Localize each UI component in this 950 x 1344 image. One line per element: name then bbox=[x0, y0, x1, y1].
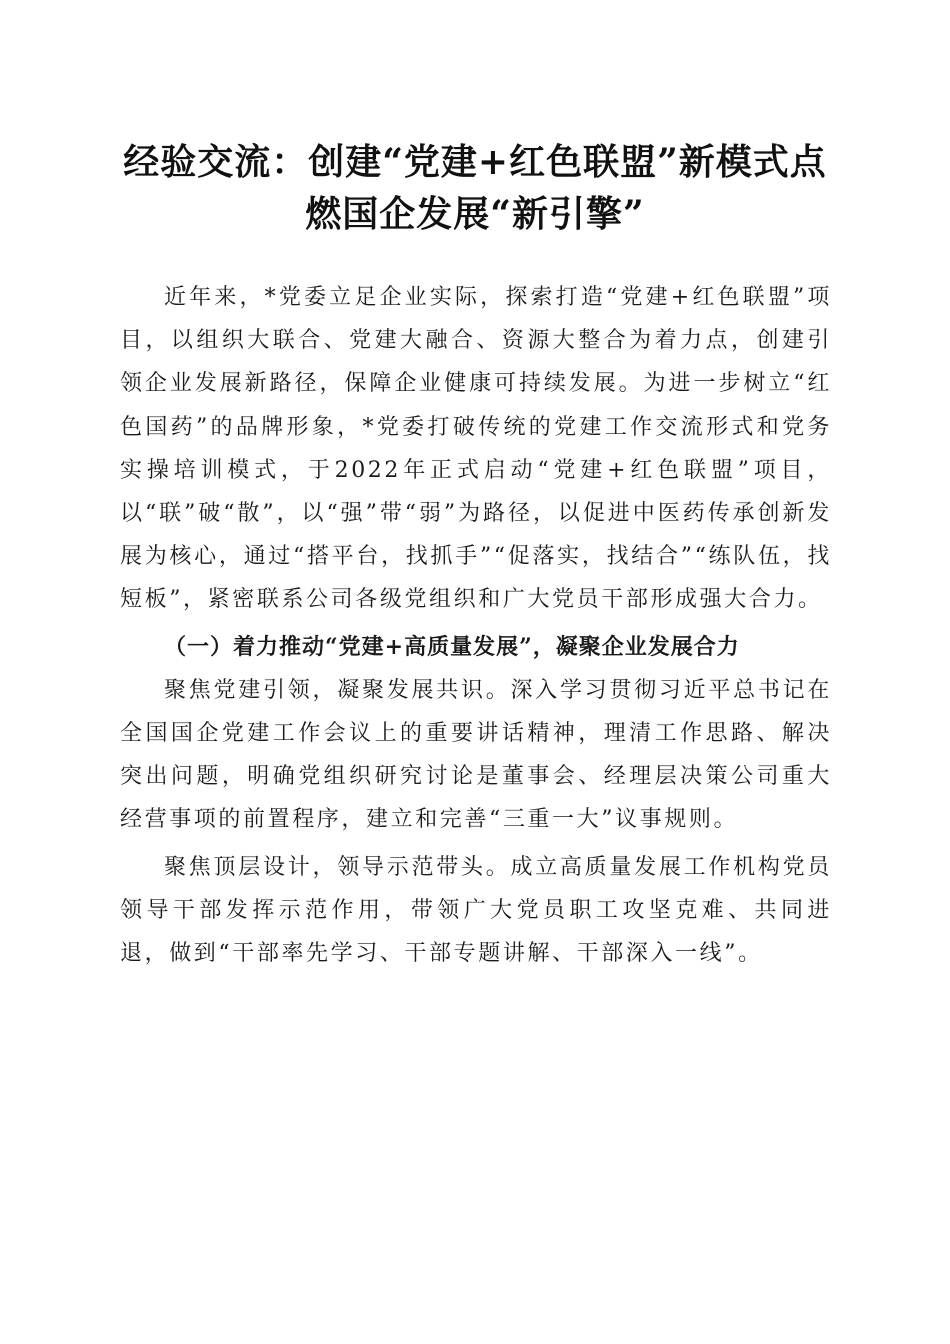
document-title bbox=[120, 136, 830, 240]
section-1-paragraph-1: 聚焦党建引领，凝聚发展共识。深入学习贯彻习近平总书记在全国国企党建工作会议上的重要讲话精神，理清工作思路、解决突出问题，明确党组织研究讨论是董事会、经理层决策公司重大经营事项的前置程序，建立和完善“三重一大”议事规则。 bbox=[120, 677, 832, 833]
document-body bbox=[120, 276, 832, 975]
section-1-paragraph-2: 聚焦顶层设计，领导示范带头。成立高质量发展工作机构党员领导干部发挥示范作用，带领广大党员职工攻坚克难、共同进退，做到“干部率先学习、干部专题讲解、干部深入一线”。 bbox=[120, 854, 832, 967]
intro-paragraph: 近年来，*党委立足企业实际，探索打造“党建+红色联盟”项目，以组织大联合、党建大融合、资源大整合为着力点，创建引领企业发展新路径，保障企业健康可持续发展。为进一步树立“红色国药”的品牌形象，*党委打破传统的党建工作交流形式和党务实操培训模式，于2022年正式启动“党建+红色联盟”项目，以“联”破“散”，以“强”带“弱”为路径，以促进中医药传承创新发展为核心，通过“搭平台，找抓手”“促落实，找结合”“练队伍，找短板”，紧密联系公司各级党组织和广大党员干部形成强大合力。 bbox=[120, 285, 832, 613]
title-line-2: 燃国企发展“新引擎” bbox=[305, 193, 645, 235]
title-line-1: 经验交流：创建“党建+红色联盟”新模式点 bbox=[123, 141, 827, 183]
section-1-heading: （一）着力推动“党建+高质量发展”，凝聚企业发展合力 bbox=[164, 633, 740, 660]
